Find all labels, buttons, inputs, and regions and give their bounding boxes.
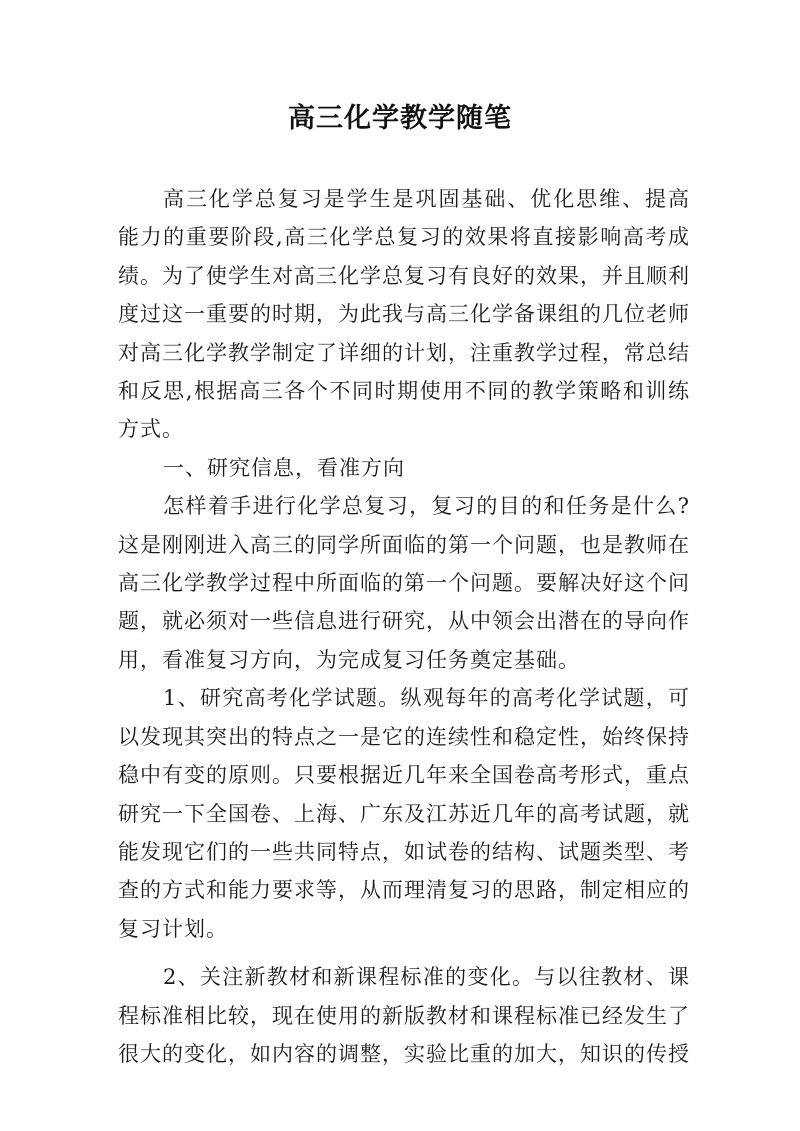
section-heading-research: 一、研究信息，看准方向 — [163, 455, 405, 480]
paragraph-new-textbooks: 2、关注新教材和新课程标准的变化。与以往教材、课程标准相比较，现在使用的新版教材和课程标准已经发生了很大的变化，如内容的调整，实验比重的加大，知识的传授 — [118, 965, 690, 1066]
document-title: 高三化学教学随笔 — [288, 103, 512, 134]
paragraph-exam-study: 1、研究高考化学试题。纵观每年的高考化学试题，可以发现其突出的特点之一是它的连续性和稳定性，始终保持稳中有变的原则。只要根据近几年来全国卷高考形式，重点研究一下全国卷、上海、广东及江苏近几年的高考试题，就能发现它们的一些共同特点，如试卷的结构、试题类型、考查的方式和能力要求等，从而理清复习的思路，制定相应的复习计划。 — [118, 686, 690, 941]
paragraph-research-info: 怎样着手进行化学总复习，复习的目的和任务是什么?这是刚刚进入高三的同学所面临的第一个问题，也是教师在高三化学教学过程中所面临的第一个问题。要解决好这个问题，就必须对一些信息进行研究，从中领会出潜在的导向作用，看准复习方向，为完成复习任务奠定基础。 — [118, 494, 690, 672]
paragraph-intro: 高三化学总复习是学生是巩固基础、优化思维、提高能力的重要阶段,高三化学总复习的效果将直接影响高考成绩。为了使学生对高三化学总复习有良好的效果，并且顺利度过这一重要的时期，为此我与高三化学备课组的几位老师对高三化学教学制定了详细的计划，注重教学过程，常总结和反思,根据高三各个不同时期使用不同的教学策略和训练方式。 — [118, 187, 690, 442]
document-body — [118, 180, 690, 1073]
